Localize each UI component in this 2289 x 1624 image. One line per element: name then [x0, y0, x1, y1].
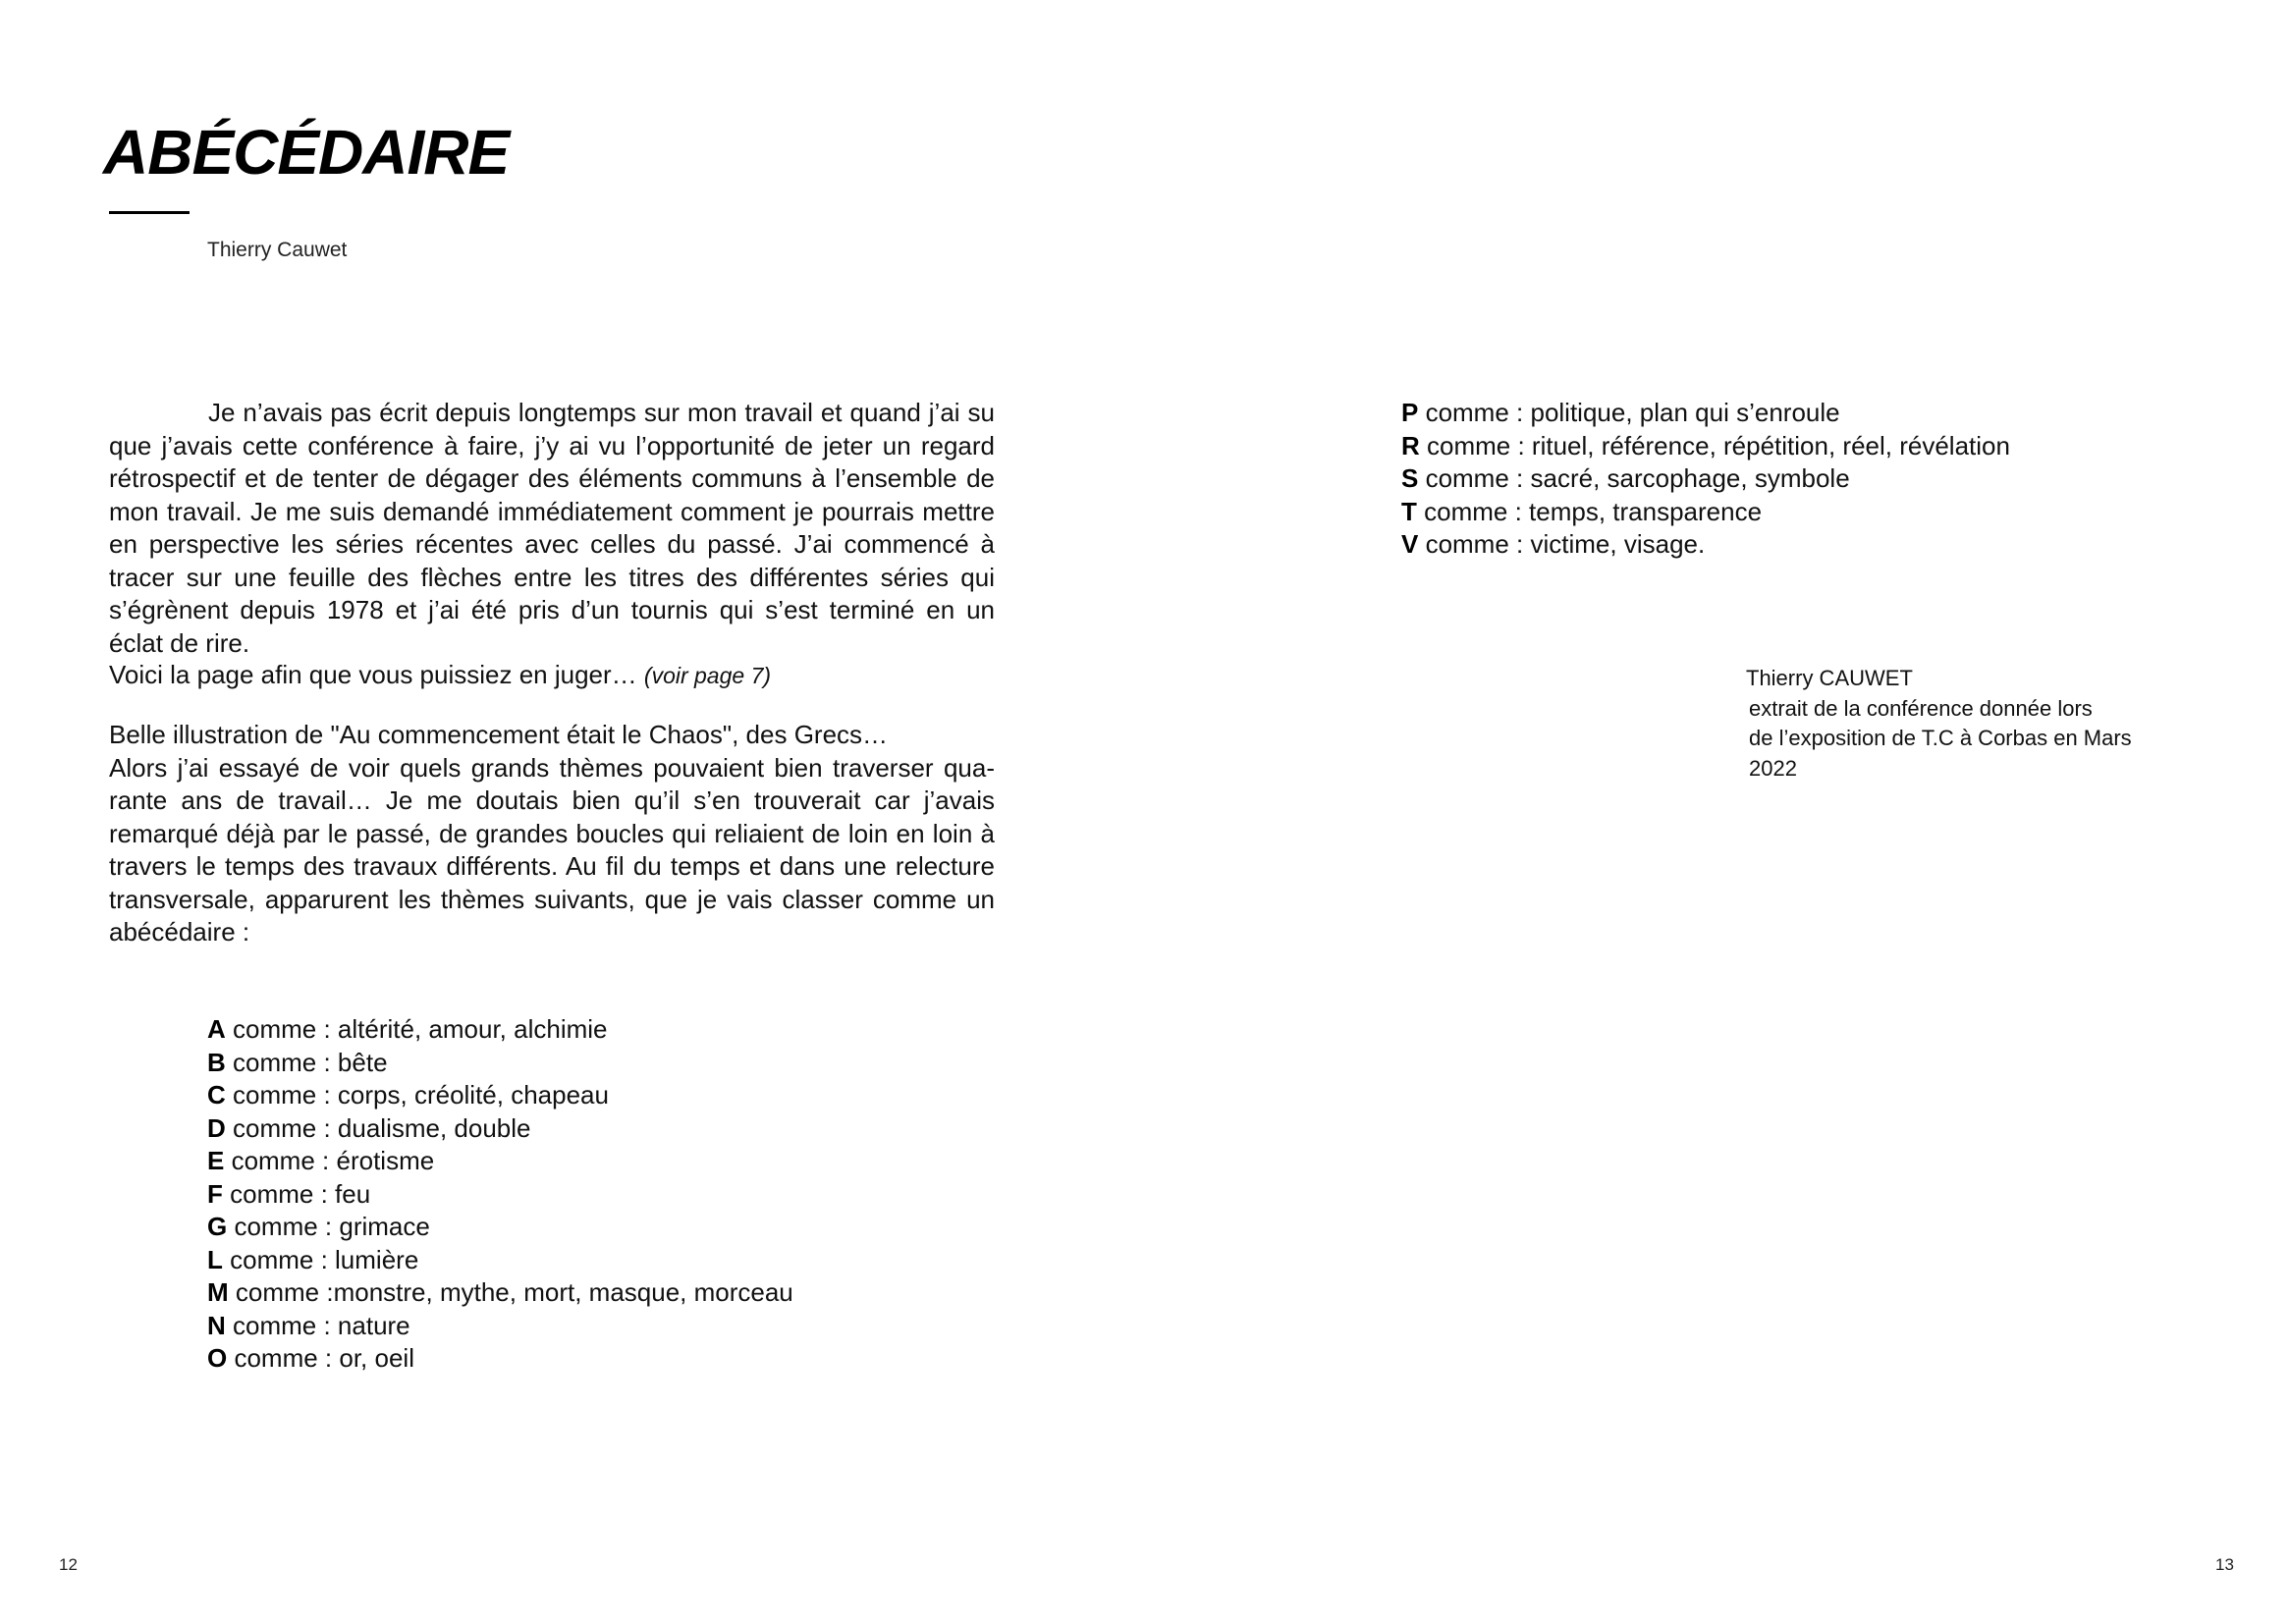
intro-paragraph-3-rest: Alors j’ai essayé de voir quels grands thèmes pouvaient bien traverser qua-rante ans de travail… Je me doutais bien qu’il s’en trouverait car j’avais remarqué déjà par le passé, de grandes boucles qui reliaient de loin en loin à travers le temps des travaux différents. Au fil du temps et dans une relecture transversale, apparurent les thèmes suivants, que je vais classer comme un abécédaire :: [109, 752, 995, 947]
abecedaire-entry-f: F comme : feu: [207, 1178, 371, 1209]
intro-paragraph-2: [109, 659, 995, 693]
abecedaire-entry-b: B comme : bête: [207, 1047, 388, 1077]
page-reference-note: (voir page 7): [643, 663, 772, 688]
abecedaire-entry-r: R comme : rituel, référence, répétition, réel, révélation: [1401, 430, 2010, 460]
signature-line-3: 2022: [1749, 755, 1797, 781]
abecedaire-entry-v: V comme : victime, visage.: [1401, 529, 1706, 559]
intro-paragraph-1-text: Je n’avais pas écrit depuis longtemps sur mon travail et quand j’ai su que j’avais cette conférence à faire, j’y ai vu l’opportunité de jeter un regard rétrospectif et de tenter de dégager des éléments communs à l’ensemble de mon travail. Je me suis demandé immédiatement comment je pourrais mettre en perspective les séries récentes avec celles du passé. J’ai commencé à tracer sur une feuille des flèches entre les titres des différentes séries qui s’égrènent depuis 1978 et j’ai été pris d’un tournis qui s’est terminé en un éclat de rire.: [109, 398, 995, 658]
abecedaire-entry-a: A comme : altérité, amour, alchimie: [207, 1014, 608, 1044]
intro-paragraph-3-line1: Belle illustration de "Au commencement était le Chaos", des Grecs…: [109, 720, 889, 749]
abecedaire-entry-t: T comme : temps, transparence: [1401, 496, 1763, 526]
title-underline: [109, 211, 190, 214]
intro-paragraph-3: [109, 719, 995, 949]
signature-line-1: extrait de la conférence donnée lors: [1749, 695, 2093, 721]
intro-paragraph-2-text: Voici la page afin que vous puissiez en juger…: [109, 660, 637, 689]
abecedaire-entry-m: M comme :monstre, mythe, mort, masque, morceau: [207, 1277, 793, 1307]
abecedaire-list-left: [207, 1013, 793, 1376]
abecedaire-entry-n: N comme : nature: [207, 1310, 410, 1340]
signature-block: [1746, 664, 2188, 784]
abecedaire-list-right: [1401, 397, 2010, 562]
page-title: ABÉCÉDAIRE: [103, 117, 510, 188]
abecedaire-entry-d: D comme : dualisme, double: [207, 1112, 531, 1143]
signature-name: Thierry CAUWET: [1746, 666, 1913, 690]
abecedaire-entry-o: O comme : or, oeil: [207, 1343, 414, 1373]
page-number-left: 12: [59, 1555, 78, 1574]
signature-line-2: de l’exposition de T.C à Corbas en Mars: [1749, 726, 2132, 750]
abecedaire-entry-e: E comme : érotisme: [207, 1146, 435, 1175]
author-name: Thierry Cauwet: [207, 239, 348, 261]
abecedaire-entry-g: G comme : grimace: [207, 1212, 430, 1241]
abecedaire-entry-c: C comme : corps, créolité, chapeau: [207, 1080, 609, 1110]
intro-paragraph-1: [109, 397, 995, 660]
abecedaire-entry-s: S comme : sacré, sarcophage, symbole: [1401, 463, 1850, 493]
page-number-right: 13: [2215, 1555, 2234, 1574]
abecedaire-entry-p: P comme : politique, plan qui s’enroule: [1401, 398, 1840, 427]
abecedaire-entry-l: L comme : lumière: [207, 1244, 419, 1274]
